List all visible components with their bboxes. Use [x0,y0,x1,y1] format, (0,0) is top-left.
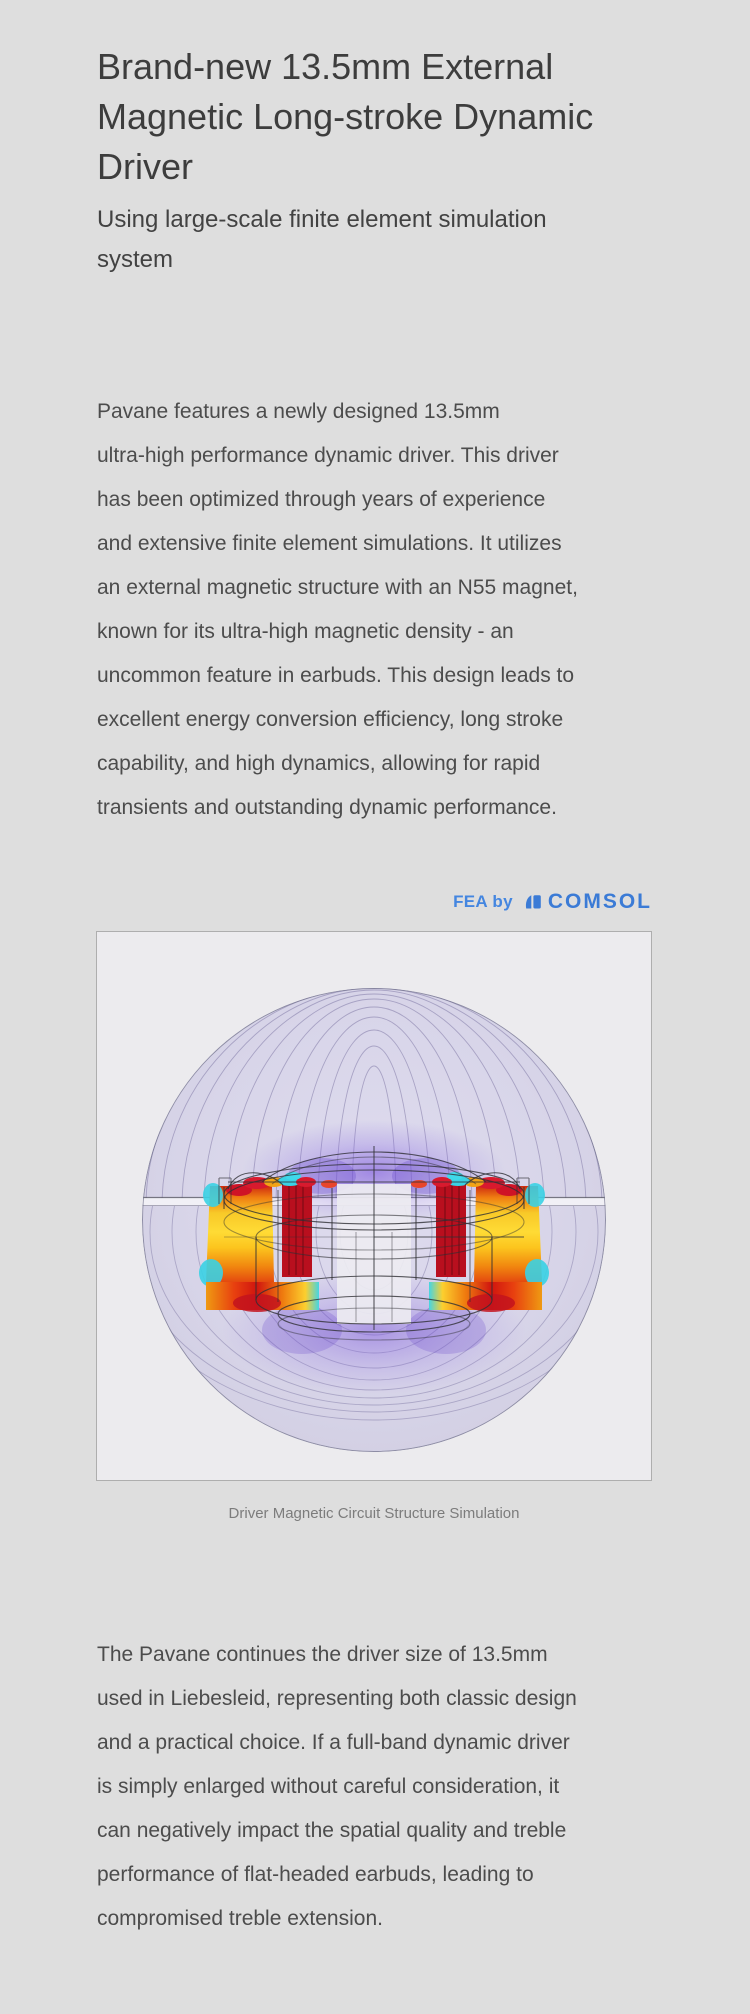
comsol-logo-icon [522,892,544,912]
outro-paragraph [97,1633,663,1941]
paragraph-line: has been optimized through years of experience [97,488,546,511]
paragraph-line: Pavane features a newly designed 13.5mm [97,400,500,423]
page-title [97,0,663,192]
page-subtitle-line: system [97,246,174,273]
page-subtitle-line: Using large-scale finite element simulation [97,206,547,233]
paragraph-line: can negatively impact the spatial quality and treble [97,1819,567,1842]
fea-credit-label: FEA by [453,892,513,911]
paragraph-line: is simply enlarged without careful consideration, it [97,1775,560,1798]
paragraph-line: performance of flat-headed earbuds, leading to [97,1863,534,1886]
paragraph-line: and a practical choice. If a full-band dynamic driver [97,1731,570,1754]
page-title-line: Driver [97,146,193,187]
paragraph-line: transients and outstanding dynamic performance. [97,796,557,819]
intro-paragraph [97,390,663,830]
page-title-line: Magnetic Long-stroke Dynamic [97,96,594,137]
magnetic-simulation-svg [97,932,651,1480]
simulation-figure [96,931,652,1481]
paragraph-line: uncommon feature in earbuds. This design leads to [97,664,575,687]
figure-caption: Driver Magnetic Circuit Structure Simulation [228,1505,520,1522]
paragraph-line: an external magnetic structure with an N55 magnet, [97,576,578,599]
paragraph-line: excellent energy conversion efficiency, long stroke [97,708,564,731]
fea-credit [0,890,652,914]
paragraph-line: and extensive finite element simulations. It utilizes [97,532,562,555]
paragraph-line: ultra-high performance dynamic driver. This driver [97,444,559,467]
comsol-logo [522,890,652,914]
comsol-logo-text: COMSOL [547,890,652,913]
page-title-line: Brand-new 13.5mm External [97,46,554,87]
paragraph-line: used in Liebesleid, representing both classic design [97,1687,577,1710]
page-subtitle [97,200,663,280]
paragraph-line: capability, and high dynamics, allowing for rapid [97,752,541,775]
paragraph-line: known for its ultra-high magnetic density - an [97,620,514,643]
paragraph-line: compromised treble extension. [97,1907,383,1930]
paragraph-line: The Pavane continues the driver size of 13.5mm [97,1643,548,1666]
